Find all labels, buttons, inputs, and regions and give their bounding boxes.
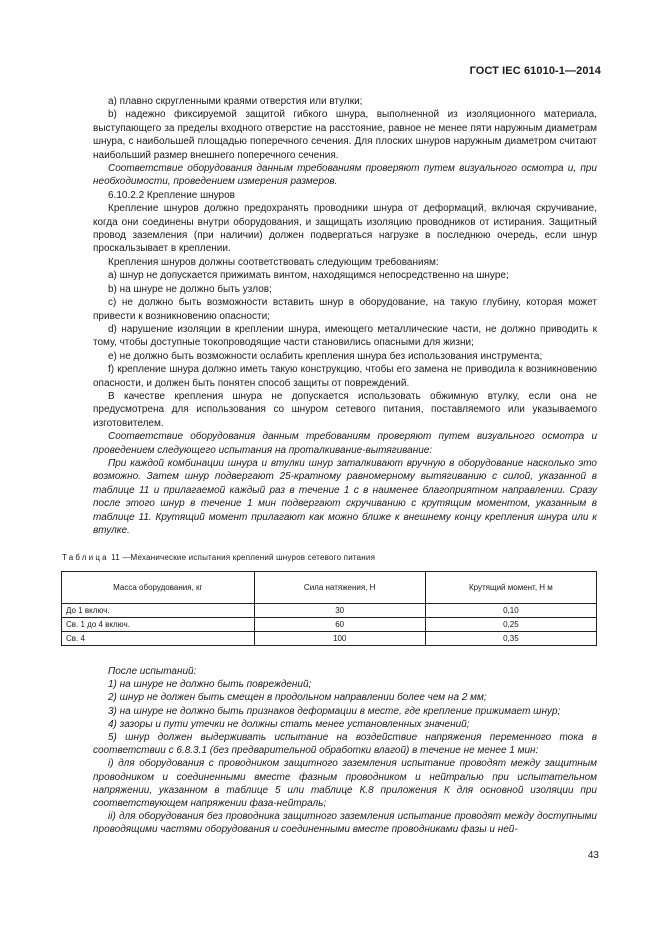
after-test-item-3: 3) на шнуре не должно быть признаков деформации в месте, где крепление прижимает шнур; [108,705,561,717]
table-row [62,604,597,618]
column-header-pull-force: Сила натяжения, Н [254,572,425,604]
column-header-torque: Крутящий момент, Н м [425,572,596,604]
after-test-item-5: 5) шнур должен выдерживать испытание на воздействие напряжения переменного тока в соответствии с 6.8.3.1 (без предварительной обработки влагой) в течение не менее 1 мин: [93,732,597,757]
standard-header: ГОСТ IEC 61010-1—2014 [469,65,601,77]
cell-torque: 0,25 [425,618,596,632]
after-test-item-2: 2) шнур не должен быть смещен в продольном направлении более чем на 2 мм; [108,692,487,704]
push-pull-test-procedure: При каждой комбинации шнура и втулки шнур заталкивают вручную в оборудование насколько это возможно. Затем шнур подвергают 25-кратному равномерному вытягиванию с силой, указанной в таблице 11 и прилагаемой каждый раз в течение 1 с в наименее благоприятном направлении. Сразу после этого шнур в течение 1 мин подвергают скручиванию с крутящим моментом, указанным в таблице 11. Крутящий момент прилагают как можно ближе к внешнему концу крепления шнура или к втулке. [93,457,597,536]
column-header-mass: Масса оборудования, кг [62,572,255,604]
section-heading-6-10-2-2: 6.10.2.2 Крепление шнуров [108,189,235,201]
requirement-a: а) шнур не допускается прижимать винтом, находящимся непосредственно на шнуре; [108,270,509,282]
compliance-check-push-pull: Соответствие оборудования данным требованиям проверяют путем визуального осмотра и проведением следующего испытания на проталкивание-вытягивание: [93,431,597,456]
requirement-e: е) не должно быть возможности ослабить крепления шнура без использования инструмента; [108,350,543,362]
cell-mass: Св. 4 [62,632,255,646]
cell-torque: 0,35 [425,632,596,646]
anchorage-requirements-intro: Крепления шнуров должны соответствовать следующим требованиям: [108,256,439,268]
requirement-d: d) нарушение изоляции в креплении шнура, имеющего металлические части, не должно приводить к тому, чтобы доступные токопроводящие части становились опасными для жизни; [93,323,597,349]
cell-pull-force: 60 [254,618,425,632]
table-caption-title: 11 —Механические испытания креплений шнуров сетевого питания [111,553,376,562]
compliance-check-visual: Соответствие оборудования данным требованиям проверяют путем визуального осмотра и, при необходимости, проведением измерения размеров. [93,163,597,188]
requirement-f: f) крепление шнура должно иметь такую конструкцию, чтобы его замена не приводила к возникновению опасности, и должен быть понятен способ защиты от повреждений. [93,364,597,389]
cord-anchorage-paragraph: Крепление шнуров должно предохранять проводники шнура от деформаций, включая скручивание, когда они соединены внутри оборудования, и защищать изоляцию проводников от истирания. Защитный провод заземления (при наличии) должен подвергаться нагрузке в последнюю очередь, если шнур проскальзывает в креплении. [93,203,597,255]
mechanical-tests-table [61,571,597,646]
after-test-subitem-ii: ii) для оборудования без проводника защитного заземления испытание проводят между доступными проводящими частями оборудования и соединенными вместе проводниками фазы и ней- [93,811,597,836]
cell-torque: 0,10 [425,604,596,618]
after-test-item-4: 4) зазоры и пути утечки не должны стать менее установленных значений; [108,718,470,730]
after-test-item-1: 1) на шнуре не должно быть повреждений; [108,679,312,691]
table-caption-word: Таблица [62,553,109,562]
after-tests-heading: После испытаний: [108,666,197,677]
item-b-cord-guard: b) надежно фиксируемой защитой гибкого шнура, выполненной из изоляционного материала, выступающего за пределы входного отверстие на расстояние, равное не менее пяти наружным диаметрам шнура, с наибольшей площадью поперечного сечения. Для плоских шнуров наружным диаметром считают наибольший размер внешнего поперечного сечения. [93,109,597,161]
cell-pull-force: 30 [254,604,425,618]
crimp-sleeve-note: В качестве крепления шнура не допускается использовать обжимную втулку, если она не предусмотрена для использования со шнуром сетевого питания, поставляемого или указываемого изготовителем. [93,390,597,429]
requirement-b: b) на шнуре не должно быть узлов; [108,283,272,295]
cell-pull-force: 100 [254,632,425,646]
table-header-row [62,572,597,604]
page-number: 43 [587,850,599,861]
after-test-subitem-i: i) для оборудования с проводником защитного заземления испытание проводят между защитным проводником и соединенными вместе фазным проводником и нейтралью при испытательном напряжении, указанном в таблице 5 или таблице К.8 приложения К для основной изоляции при соответствующем напряжении фаза-нейтраль; [93,758,597,810]
cell-mass: Св. 1 до 4 включ. [62,618,255,632]
item-a-rounded-edges: а) плавно скругленными краями отверстия или втулки; [108,96,363,107]
after-test-block [93,665,597,837]
table-row [62,618,597,632]
main-text-block [93,95,597,537]
requirement-c: с) не должно быть возможности вставить шнур в оборудование, на такую глубину, которая может привести к возникновению опасности; [93,297,597,322]
cell-mass: До 1 включ. [62,604,255,618]
table-row [62,632,597,646]
table-caption [62,553,602,562]
